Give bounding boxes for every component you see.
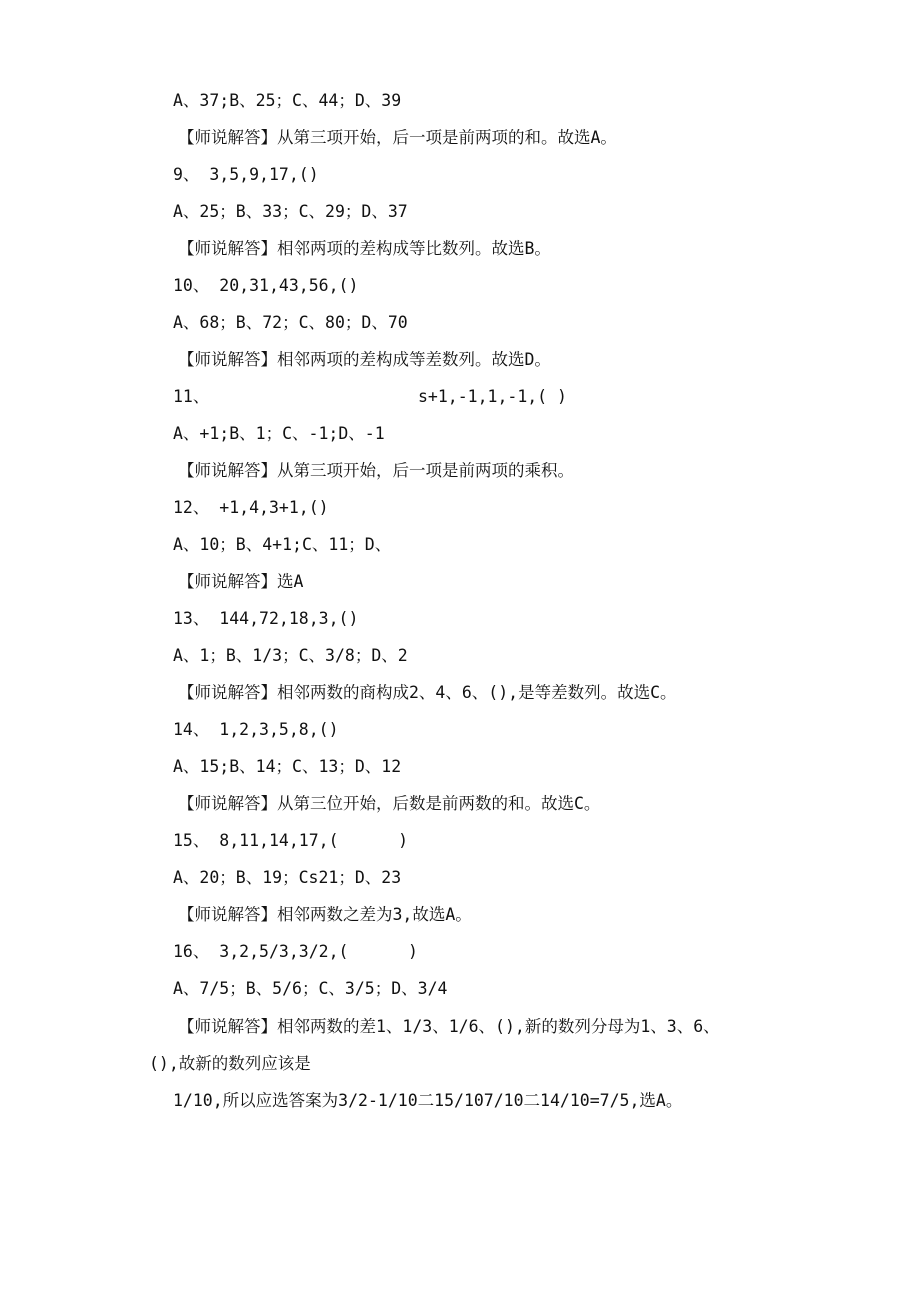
answer-conclusion: 1/10,所以应选答案为3/2-1/10二15/107/10二14/10=7/5,选A。 — [173, 1091, 683, 1110]
option-line-14: A、15;B、14；C、13；D、12 — [173, 757, 402, 776]
option-line-8: A、37;B、25；C、44；D、39 — [173, 91, 402, 110]
question-line-11: 11、 s+1,-1,1,-1,( ) — [173, 387, 567, 406]
option-line-10: A、68；B、72；C、80；D、70 — [173, 313, 408, 332]
answer-line-13: 【师说解答】相邻两数的商构成2、4、6、(),是等差数列。故选C。 — [178, 683, 677, 702]
question-line-16: 16、 3,2,5/3,3/2,( ) — [173, 942, 418, 961]
question-line-12: 12、 +1,4,3+1,() — [173, 498, 329, 517]
answer-continuation: (),故新的数列应该是 — [149, 1054, 311, 1073]
answer-line-10: 【师说解答】相邻两项的差构成等差数列。故选D。 — [178, 350, 551, 369]
option-line-12: A、10；B、4+1;C、11；D、 — [173, 535, 392, 554]
answer-line-16: 【师说解答】相邻两数的差1、1/3、1/6、(),新的数列分母为1、3、6、 — [178, 1017, 720, 1036]
question-line-15: 15、 8,11,14,17,( ) — [173, 831, 409, 850]
answer-line-8: 【师说解答】从第三项开始，后一项是前两项的和。故选A。 — [178, 128, 617, 147]
option-line-9: A、25；B、33；C、29；D、37 — [173, 202, 408, 221]
answer-line-15: 【师说解答】相邻两数之差为3,故选A。 — [178, 905, 472, 924]
answer-line-9: 【师说解答】相邻两项的差构成等比数列。故选B。 — [178, 239, 551, 258]
option-line-11: A、+1;B、1；C、-1;D、-1 — [173, 424, 385, 443]
option-line-13: A、1；B、1/3；C、3/8；D、2 — [173, 646, 408, 665]
question-line-13: 13、 144,72,18,3,() — [173, 609, 359, 628]
question-line-9: 9、 3,5,9,17,() — [173, 165, 319, 184]
question-line-10: 10、 20,31,43,56,() — [173, 276, 359, 295]
option-line-15: A、20；B、19；Cs21；D、23 — [173, 868, 402, 887]
answer-line-11: 【师说解答】从第三项开始，后一项是前两项的乘积。 — [178, 461, 574, 480]
answer-line-14: 【师说解答】从第三位开始，后数是前两数的和。故选C。 — [178, 794, 601, 813]
question-line-14: 14、 1,2,3,5,8,() — [173, 720, 339, 739]
option-line-16: A、7/5；B、5/6；C、3/5；D、3/4 — [173, 979, 448, 998]
answer-line-12: 【师说解答】选A — [178, 572, 304, 591]
